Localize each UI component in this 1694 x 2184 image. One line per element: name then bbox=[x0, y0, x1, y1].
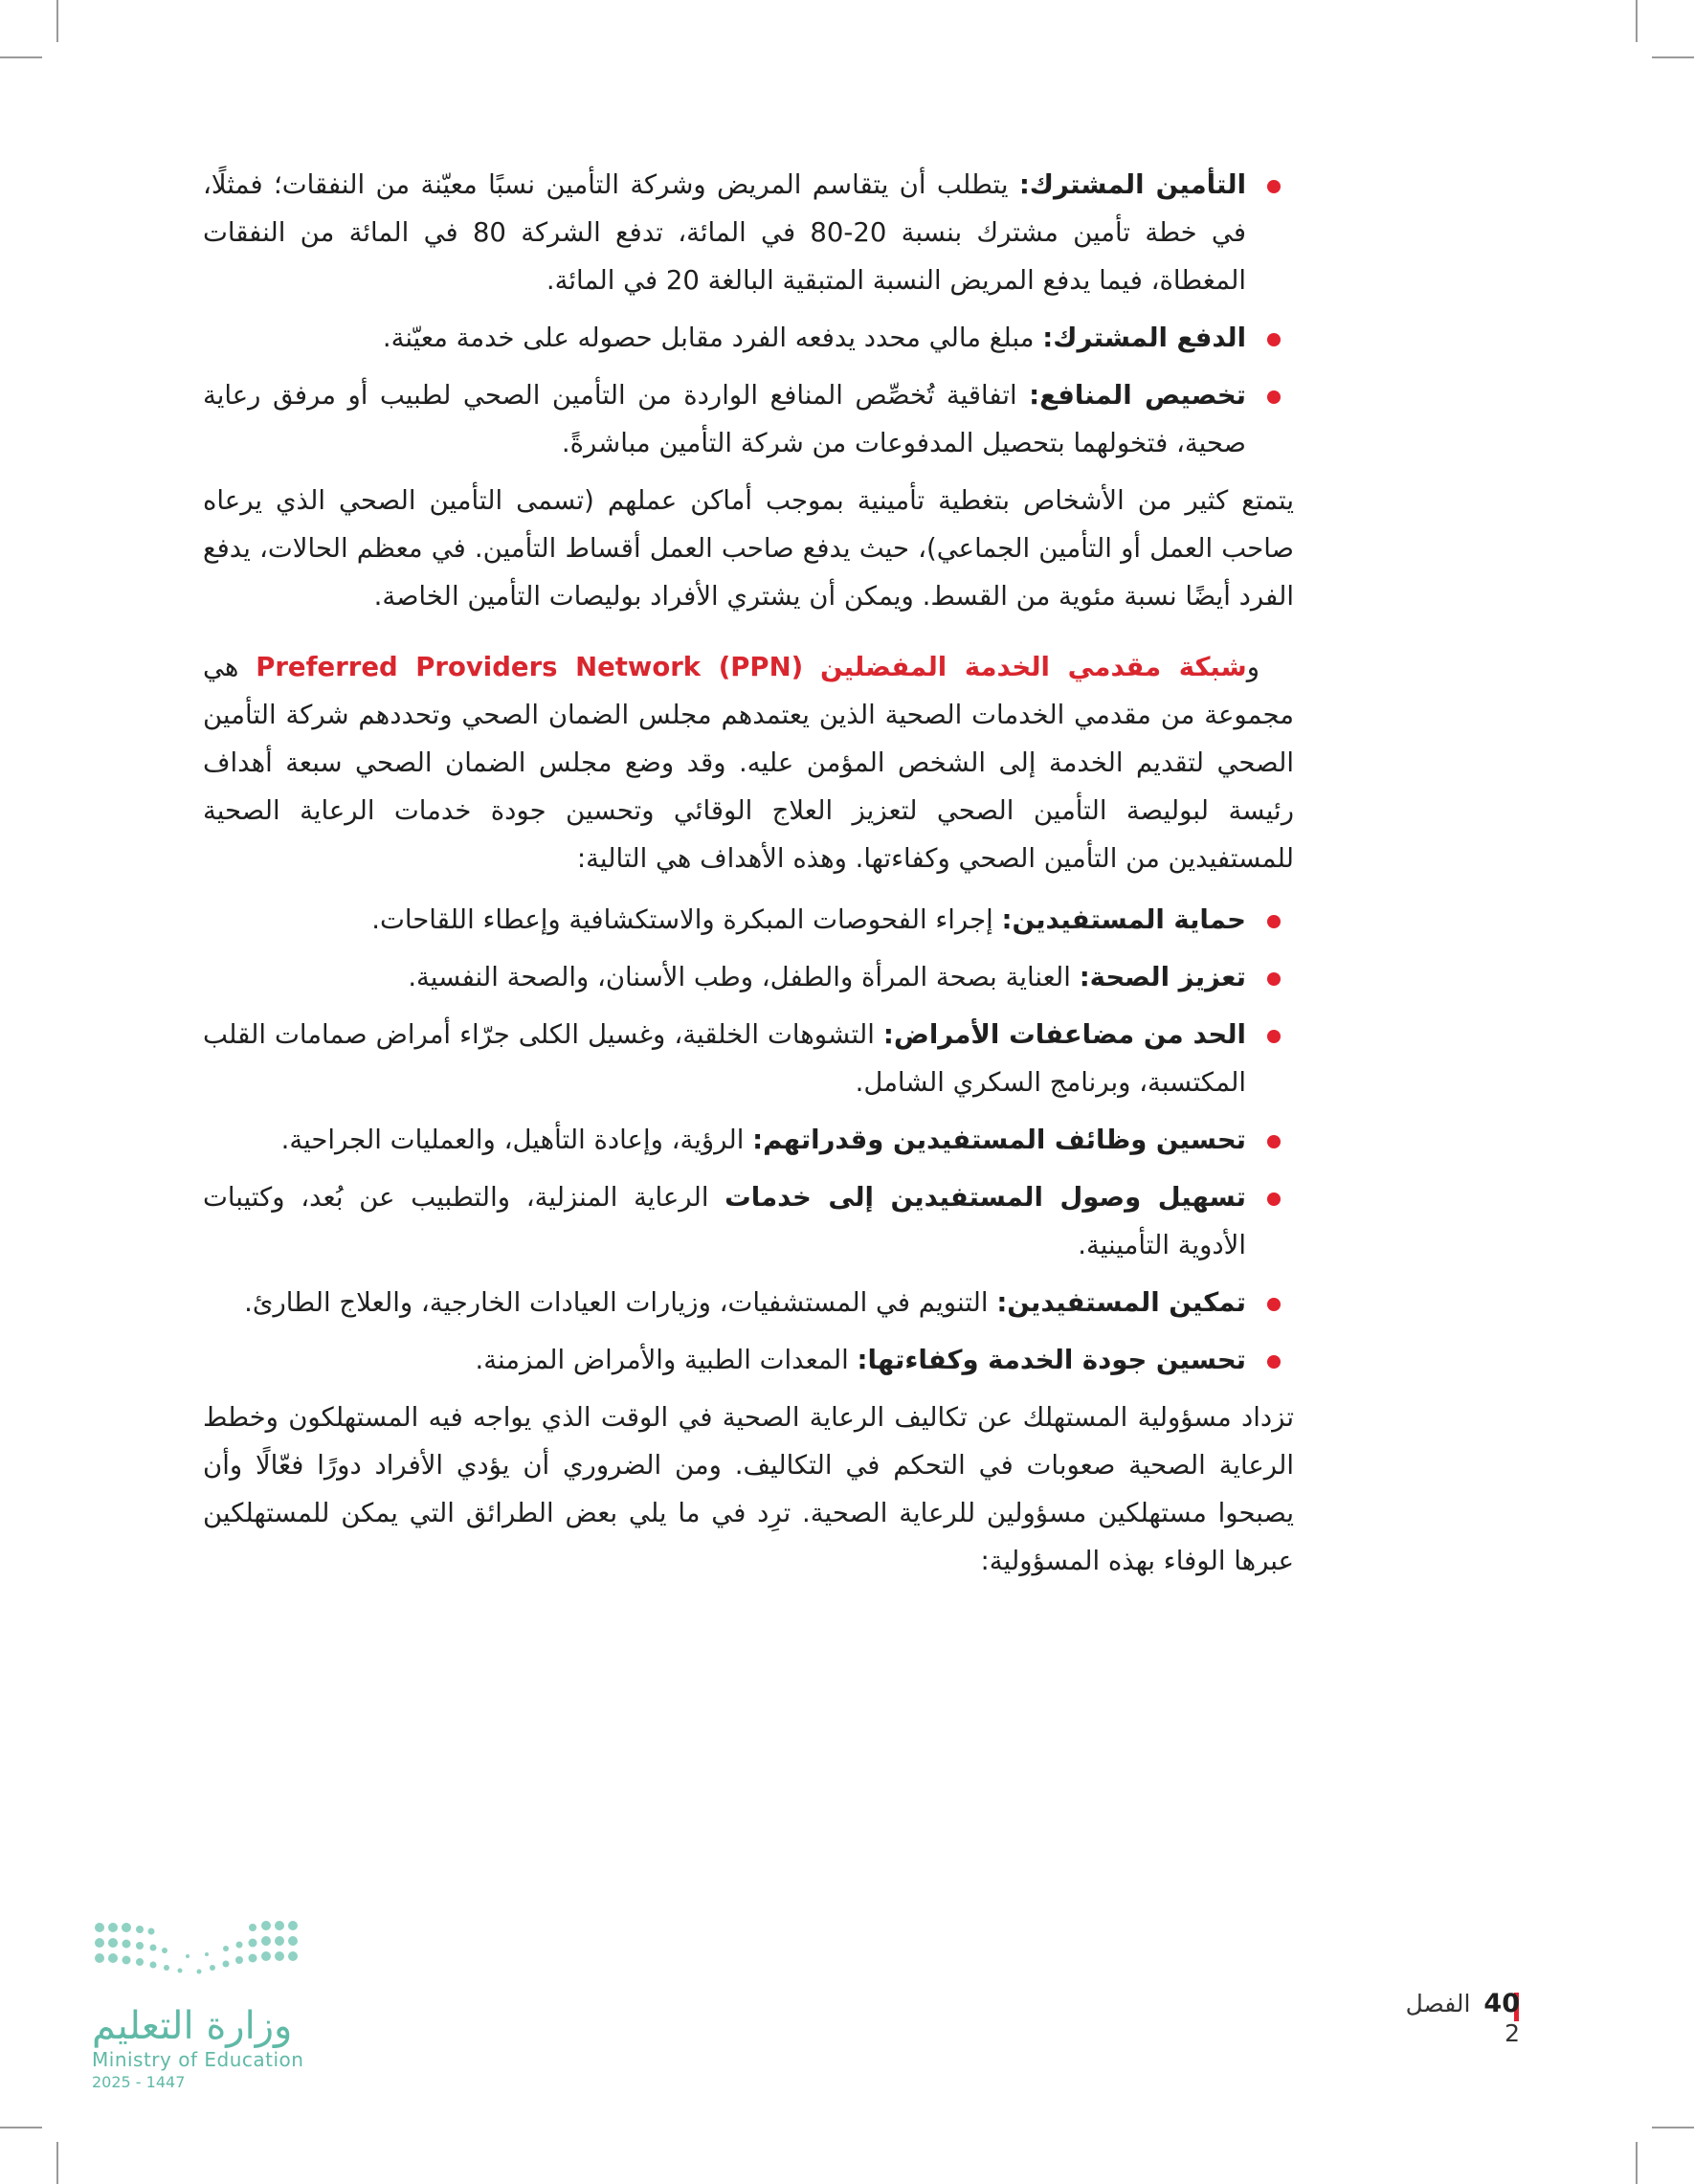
goal-term: تسهيل وصول المستفيدين إلى خدمات bbox=[724, 1182, 1246, 1213]
ministry-logo-dots-icon bbox=[92, 1918, 307, 1995]
logo-english-text: Ministry of Education bbox=[92, 2048, 304, 2071]
logo-year-text: 2025 - 1447 bbox=[92, 2073, 186, 2091]
page-number-block bbox=[1386, 1989, 1520, 2047]
bullet-co-insurance bbox=[203, 161, 1294, 304]
bullet-text: يتطلب أن يتقاسم المريض وشركة التأمين نسبًا معيّنة من النفقات؛ فمثلًا، في خطة تأمين مشترك بنسبة 20-80 في المائة، تدفع الشركة 80 في المائة من النفقات المغطاة، فيما يدفع المريض النسبة المتبقية البالغة 20 في المائة. bbox=[203, 169, 1246, 296]
goal-text: الرؤية، وإعادة التأهيل، والعمليات الجراحية. bbox=[280, 1125, 753, 1155]
bullet-assignment-of-benefits bbox=[203, 371, 1294, 467]
crop-mark-bottom-right-h bbox=[1652, 2127, 1694, 2128]
goal-item bbox=[203, 896, 1294, 944]
crop-mark-bottom-left-v bbox=[56, 2142, 58, 2184]
ppn-prefix: و bbox=[1246, 652, 1259, 682]
crop-mark-top-left-v bbox=[56, 0, 58, 42]
bullet-co-payment bbox=[203, 314, 1294, 362]
goal-term: تعزيز الصحة: bbox=[1079, 962, 1246, 992]
paragraph-ppn bbox=[203, 643, 1294, 882]
bullet-text: اتفاقية تُخصِّص المنافع الواردة من التأمين الصحي لطبيب أو مرفق رعاية صحية، فتخولهما بتحصيل المدفوعات من شركة التأمين مباشرةً. bbox=[203, 380, 1246, 458]
bullet-term: تخصيص المنافع: bbox=[1029, 380, 1246, 411]
goal-term: تحسين وظائف المستفيدين وقدراتهم: bbox=[752, 1125, 1246, 1155]
crop-mark-top-left-h bbox=[0, 56, 42, 58]
ppn-term-english: Preferred Providers Network (PPN) bbox=[256, 652, 804, 682]
crop-mark-bottom-right-v bbox=[1636, 2142, 1638, 2184]
goal-term: تمكين المستفيدين: bbox=[996, 1287, 1246, 1318]
goal-item bbox=[203, 1279, 1294, 1326]
chapter-label: الفصل 2 bbox=[1405, 1990, 1520, 2047]
goal-text: العناية بصحة المرأة والطفل، وطب الأسنان، والصحة النفسية. bbox=[408, 962, 1080, 992]
goal-text: التنويم في المستشفيات، وزيارات العيادات الخارجية، والعلاج الطارئ. bbox=[244, 1287, 997, 1318]
goal-item bbox=[203, 1173, 1294, 1269]
page-number: 40 bbox=[1483, 1989, 1520, 2018]
ppn-term-arabic: شبكة مقدمي الخدمة المفضلين bbox=[819, 652, 1247, 682]
logo-arabic-text: وزارة التعليم bbox=[92, 2004, 293, 2048]
goal-text: التشوهات الخلقية، وغسيل الكلى جرّاء أمراض صمامات القلب المكتسبة، وبرنامج السكري الشامل. bbox=[203, 1019, 1246, 1098]
bullet-term: الدفع المشترك: bbox=[1042, 323, 1246, 353]
crop-mark-bottom-left-h bbox=[0, 2127, 42, 2128]
bullet-text: مبلغ مالي محدد يدفعه الفرد مقابل حصوله على خدمة معيّنة. bbox=[382, 323, 1043, 353]
ppn-text: هي مجموعة من مقدمي الخدمات الصحية الذين يعتمدهم مجلس الضمان الصحي وتحددهم شركة التأمين الصحي لتقديم الخدمة إلى الشخص المؤمن عليه. وقد وضع مجلس الضمان الصحي سبعة أهداف رئيسة لبوليصة التأمين الصحي لتعزيز العلاج الوقائي وتحسين جودة خدمات الرعاية الصحية للمستفيدين من التأمين الصحي وكفاءتها. وهذه الأهداف هي التالية: bbox=[203, 652, 1294, 874]
goal-text: الرعاية المنزلية، والتطبيب عن بُعد، وكتيبات الأدوية التأمينية. bbox=[203, 1182, 1246, 1260]
crop-mark-top-right-v bbox=[1636, 0, 1638, 42]
goal-term: حماية المستفيدين: bbox=[1001, 904, 1246, 935]
goal-text: إجراء الفحوصات المبكرة والاستكشافية وإعطاء اللقاحات. bbox=[371, 904, 1002, 935]
goal-item bbox=[203, 1116, 1294, 1164]
goal-text: المعدات الطبية والأمراض المزمنة. bbox=[475, 1345, 858, 1375]
goal-item bbox=[203, 1336, 1294, 1384]
goal-term: الحد من مضاعفات الأمراض: bbox=[882, 1019, 1246, 1050]
goal-item bbox=[203, 1011, 1294, 1106]
goal-item bbox=[203, 953, 1294, 1001]
paragraph-consumer-responsibility: تزداد مسؤولية المستهلك عن تكاليف الرعاية الصحية في الوقت الذي يواجه فيه المستهلكون وخطط الرعاية الصحية صعوبات في التحكم في التكاليف. ومن الضروري أن يؤدي الأفراد دورًا فعّالًا وأن يصبحوا مستهلكين مسؤولين للرعاية الصحية. ترِد في ما يلي بعض الطرائق التي يمكن للمستهلكين عبرها الوفاء بهذه المسؤولية: bbox=[203, 1402, 1294, 1576]
goal-term: تحسين جودة الخدمة وكفاءتها: bbox=[857, 1345, 1246, 1375]
page-content bbox=[203, 161, 1294, 1598]
paragraph-employer-insurance: يتمتع كثير من الأشخاص بتغطية تأمينية بموجب أماكن عملهم (تسمى التأمين الصحي الذي يرعاه صاحب العمل أو التأمين الجماعي)، حيث يدفع صاحب العمل أقساط التأمين. في معظم الحالات، يدفع الفرد أيضًا نسبة مئوية من القسط. ويمكن أن يشتري الأفراد بوليصات التأمين الخاصة. bbox=[203, 485, 1294, 612]
crop-mark-top-right-h bbox=[1652, 56, 1694, 58]
bullet-term: التأمين المشترك: bbox=[1018, 169, 1246, 200]
